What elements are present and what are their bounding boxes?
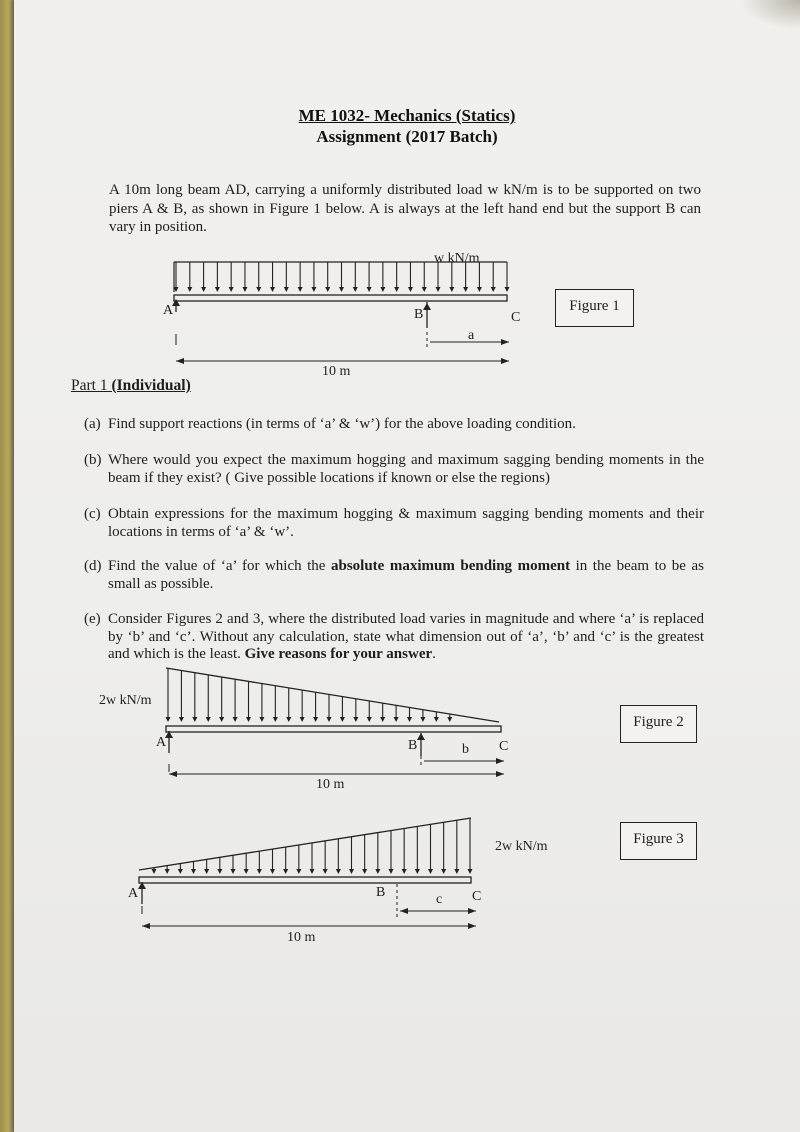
point-a-label: A	[163, 303, 174, 318]
question-c	[84, 506, 704, 546]
load-arrowhead	[310, 869, 315, 874]
dim-c-label: c	[436, 892, 443, 907]
load-arrowhead	[313, 717, 318, 722]
dim-a-arrowhead	[501, 339, 509, 345]
load-arrowhead	[394, 287, 399, 292]
load-arrowhead	[215, 287, 220, 292]
figure-2-diagram	[94, 664, 534, 794]
point-b-label: B	[376, 885, 386, 900]
span-arrowhead-left	[142, 923, 150, 929]
question-b-text: Where would you expect the maximum hogging and maximum sagging bending moments in the beam if they exist? ( Give possible locations if known or else the regions)	[108, 452, 704, 486]
load-arrowhead	[505, 287, 510, 292]
load-arrowhead	[244, 869, 249, 874]
figure-2-caption: Figure 2	[620, 705, 697, 743]
load-arrowhead	[165, 869, 170, 874]
question-b	[84, 452, 704, 492]
question-d-emphasis: absolute maximum bending moment	[330, 558, 571, 574]
question-d-label: (d)	[84, 558, 102, 574]
load-arrowhead	[463, 287, 468, 292]
load-arrowhead	[468, 869, 473, 874]
question-a-label: (a)	[84, 416, 101, 432]
load-arrowhead	[187, 287, 192, 292]
load-arrowhead	[491, 287, 496, 292]
load-arrowhead	[191, 869, 196, 874]
point-a-label: A	[156, 735, 167, 750]
load-arrowhead	[375, 869, 380, 874]
load-arrowhead	[242, 287, 247, 292]
part-1-heading-prefix: Part 1	[71, 377, 112, 394]
point-c-label: C	[472, 889, 482, 904]
span-label: 10 m	[316, 777, 345, 792]
question-d-text-start: Find the value of ‘a’ for which the	[108, 558, 331, 574]
span-label: 10 m	[322, 364, 351, 379]
load-arrowhead	[394, 717, 399, 722]
load-arrowhead	[407, 717, 412, 722]
load-profile-line	[166, 668, 499, 722]
load-arrowhead	[192, 717, 197, 722]
load-arrowhead	[402, 869, 407, 874]
question-e-text-start: Consider Figures 2 and 3, where the distributed load varies in magnitude and where ‘a’ is replaced by ‘b’ and ‘c’. Without any calculation, state what dimension out of ‘a’, ‘b’ and ‘c’ is the greatest and which is the least.	[108, 611, 704, 662]
dim-c-arrowhead-right	[468, 908, 476, 914]
question-a	[84, 416, 704, 436]
load-arrowhead	[284, 287, 289, 292]
load-arrowhead	[336, 869, 341, 874]
load-arrowhead	[273, 717, 278, 722]
load-arrowhead	[408, 287, 413, 292]
question-e-label: (e)	[84, 611, 101, 627]
load-arrowhead	[206, 717, 211, 722]
load-arrowhead	[256, 287, 261, 292]
load-arrowhead	[362, 869, 367, 874]
load-arrowhead	[233, 717, 238, 722]
load-arrowhead	[367, 717, 372, 722]
load-arrowhead	[323, 869, 328, 874]
load-arrowhead	[259, 717, 264, 722]
point-c-label: C	[511, 310, 521, 325]
page-corner-shadow	[740, 0, 800, 30]
question-c-text: Obtain expressions for the maximum hogging & maximum sagging bending moments and their locations in terms of ‘a’ & ‘w’.	[108, 506, 704, 540]
load-arrowhead	[179, 717, 184, 722]
load-arrowhead	[353, 717, 358, 722]
question-d-text-end: in the beam to be as small as possible.	[108, 558, 704, 592]
question-d	[84, 558, 704, 598]
load-arrowhead	[353, 287, 358, 292]
load-arrowhead	[389, 869, 394, 874]
figure-1-caption: Figure 1	[555, 289, 634, 327]
load-arrowhead	[380, 287, 385, 292]
title-block	[14, 105, 800, 147]
load-arrowhead	[311, 287, 316, 292]
load-arrowhead	[428, 869, 433, 874]
span-label: 10 m	[287, 930, 316, 945]
course-title: ME 1032- Mechanics (Statics)	[298, 106, 516, 125]
question-a-text: Find support reactions (in terms of ‘a’ & ‘w’) for the above loading condition.	[108, 416, 576, 432]
dim-b-label: b	[462, 742, 469, 757]
figure-3-diagram	[114, 810, 574, 950]
point-b-label: B	[414, 307, 424, 322]
load-arrowhead	[449, 287, 454, 292]
support-a-arrowhead	[172, 299, 180, 306]
question-d-text	[108, 558, 704, 593]
support-b-arrowhead	[423, 303, 431, 310]
load-arrowhead	[441, 869, 446, 874]
span-arrowhead-left	[176, 358, 184, 364]
load-arrowhead	[229, 287, 234, 292]
load-arrowhead	[270, 869, 275, 874]
part-1-heading-bold: (Individual)	[111, 377, 191, 394]
dim-c-arrowhead-left	[400, 908, 408, 914]
question-e-text	[108, 611, 704, 664]
span-arrowhead-left	[169, 771, 177, 777]
load-arrowhead	[270, 287, 275, 292]
question-e	[84, 611, 704, 667]
load-arrowhead	[349, 869, 354, 874]
span-arrowhead-right	[501, 358, 509, 364]
triangular-load-arrows-increasing	[152, 818, 473, 874]
point-b-label: B	[408, 738, 418, 753]
load-arrowhead	[178, 869, 183, 874]
question-e-emphasis: Give reasons for your answer	[244, 646, 433, 662]
dim-a-label: a	[468, 328, 475, 343]
assignment-title: Assignment (2017 Batch)	[316, 127, 498, 146]
load-arrowhead	[152, 869, 157, 874]
beam	[166, 726, 501, 732]
question-c-label: (c)	[84, 506, 101, 522]
load-profile-line	[139, 818, 471, 870]
load-arrowhead	[286, 717, 291, 722]
load-label: w kN/m	[434, 251, 480, 266]
load-arrowhead	[327, 717, 332, 722]
load-arrowhead	[298, 287, 303, 292]
load-arrowhead	[436, 287, 441, 292]
span-arrowhead-right	[468, 923, 476, 929]
load-arrowhead	[477, 287, 482, 292]
load-arrowhead	[339, 287, 344, 292]
support-b-arrowhead	[417, 733, 425, 740]
load-arrowhead	[380, 717, 385, 722]
load-arrowhead	[340, 717, 345, 722]
span-arrowhead-right	[496, 771, 504, 777]
figure-3-caption: Figure 3	[620, 822, 697, 860]
load-arrowhead	[434, 717, 439, 722]
load-label: 2w kN/m	[495, 839, 548, 854]
load-arrowhead	[454, 869, 459, 874]
load-arrowhead	[217, 869, 222, 874]
load-arrowhead	[231, 869, 236, 874]
load-arrowhead	[257, 869, 262, 874]
load-arrowhead	[204, 869, 209, 874]
load-arrowhead	[420, 717, 425, 722]
load-arrowhead	[219, 717, 224, 722]
dim-b-arrowhead	[496, 758, 504, 764]
problem-statement: A 10m long beam AD, carrying a uniformly distributed load w kN/m is to be supported on two piers A & B, as shown in Figure 1 below. A is always at the left hand end but the support B can vary in position.	[109, 182, 701, 235]
part-1-heading	[71, 377, 191, 395]
load-label: 2w kN/m	[99, 693, 152, 708]
figure-1-diagram	[154, 250, 534, 380]
load-arrowhead	[447, 717, 452, 722]
load-arrowhead	[201, 287, 206, 292]
load-arrowhead	[283, 869, 288, 874]
beam	[174, 295, 507, 301]
load-arrowhead	[422, 287, 427, 292]
load-arrowhead	[296, 869, 301, 874]
load-arrowhead	[300, 717, 305, 722]
load-arrowhead	[367, 287, 372, 292]
load-arrowhead	[415, 869, 420, 874]
udl-load-arrows	[174, 262, 510, 292]
load-arrowhead	[166, 717, 171, 722]
beam	[139, 877, 471, 883]
question-e-text-end: .	[432, 646, 436, 662]
assignment-sheet	[14, 0, 800, 1132]
triangular-load-arrows-decreasing	[166, 668, 453, 722]
point-c-label: C	[499, 739, 509, 754]
question-b-label: (b)	[84, 452, 102, 468]
point-a-label: A	[128, 886, 139, 901]
load-arrowhead	[325, 287, 330, 292]
load-arrowhead	[246, 717, 251, 722]
